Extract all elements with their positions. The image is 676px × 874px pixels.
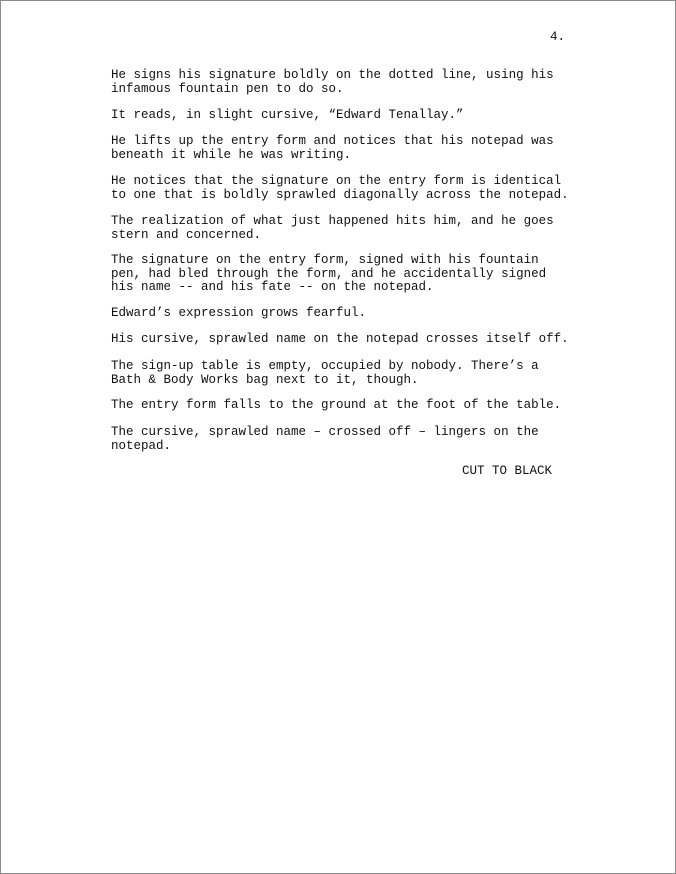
action-paragraph-8: His cursive, sprawled name on the notepad crosses itself off.: [111, 332, 569, 346]
action-paragraph-6: The signature on the entry form, signed with his fountain pen, had bled through the form, and he accidentally signed his name -- and his fate -- on the notepad.: [111, 253, 547, 294]
action-paragraph-3: He lifts up the entry form and notices that his notepad was beneath it while he was writing.: [111, 134, 554, 162]
action-paragraph-9: The sign-up table is empty, occupied by nobody. There’s a Bath & Body Works bag next to it, though.: [111, 359, 539, 387]
action-paragraph-1: He signs his signature boldly on the dotted line, using his infamous fountain pen to do so.: [111, 68, 554, 96]
action-paragraph-4: He notices that the signature on the entry form is identical to one that is boldly sprawled diagonally across the notepad.: [111, 174, 569, 202]
action-paragraph-7: Edward’s expression grows fearful.: [111, 306, 367, 320]
action-paragraph-11: The cursive, sprawled name – crossed off – lingers on the notepad.: [111, 425, 539, 453]
action-paragraph-2: It reads, in slight cursive, “Edward Tenallay.”: [111, 108, 464, 122]
action-paragraph-10: The entry form falls to the ground at the foot of the table.: [111, 398, 562, 412]
action-paragraph-5: The realization of what just happened hits him, and he goes stern and concerned.: [111, 214, 554, 242]
transition-cut-to-black: CUT TO BLACK: [462, 464, 553, 478]
page-number: 4.: [550, 30, 566, 44]
